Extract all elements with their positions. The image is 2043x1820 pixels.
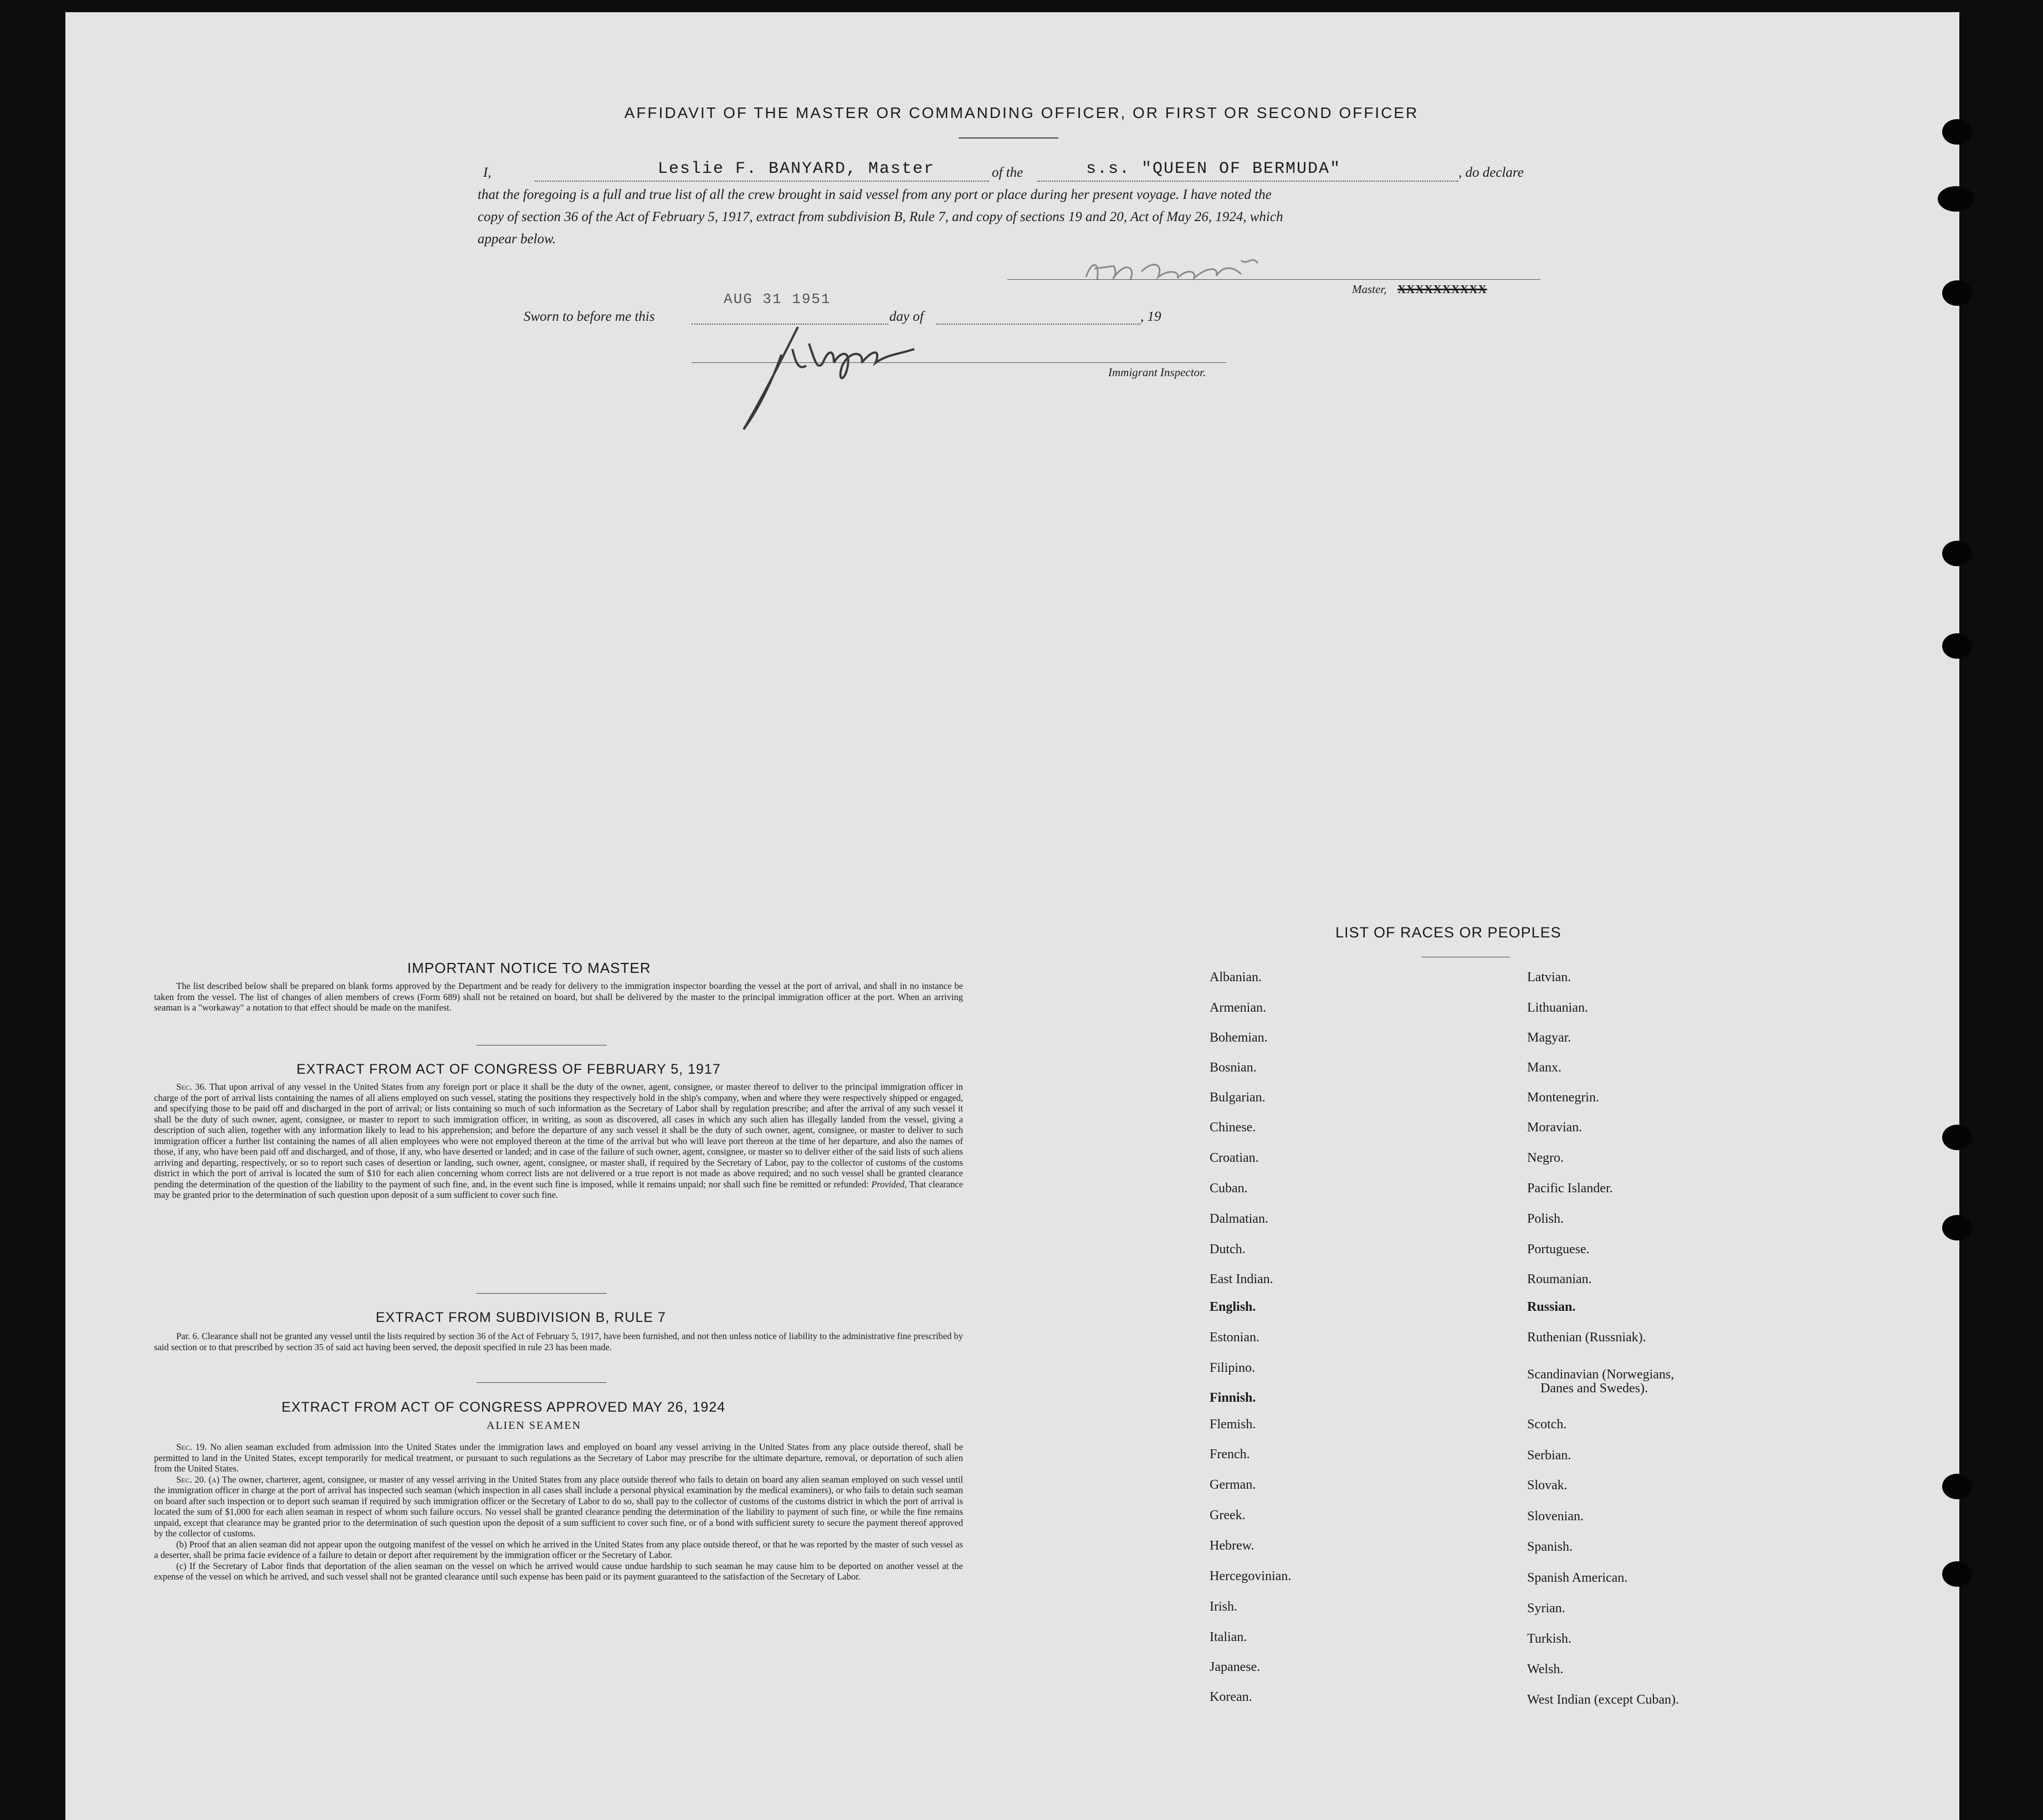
- race-right-1: Lithuanian.: [1527, 1001, 1588, 1015]
- affidavit-body-line2: copy of section 36 of the Act of February 5, 1917, extract from subdivision B, Rule 7, and copy of sections 19 and 20, Act of May 26, 1924, which: [478, 209, 1283, 224]
- race-left-23: Japanese.: [1210, 1660, 1261, 1674]
- race-right-14: Danes and Swedes).: [1540, 1381, 1648, 1396]
- master-signature: [1075, 244, 1308, 299]
- punch-hole: [1942, 541, 1972, 566]
- sec20b-text: (b) Proof that an alien seaman did not appear upon the outgoing manifest of the vessel on which he arrived in the United States from any place outside thereof, or that he was reported by the master of such vessel as a deserter, shall be prima facie evidence of a failure to detain or deport after requirement by the immigration officer or the Secretary of Labor.: [154, 1539, 963, 1560]
- punch-hole: [1942, 1561, 1972, 1587]
- extract-1924-title: EXTRACT FROM ACT OF CONGRESS APPROVED MAY 26, 1924: [281, 1399, 726, 1415]
- race-right-2: Magyar.: [1527, 1031, 1571, 1045]
- races-title: LIST OF RACES OR PEOPLES: [1335, 924, 1561, 941]
- sec36-label: Sec. 36.: [176, 1081, 207, 1092]
- race-right-12: Ruthenian (Russniak).: [1527, 1330, 1646, 1345]
- punch-hole: [1942, 119, 1972, 145]
- master-name-line: [535, 181, 989, 182]
- race-right-8: Polish.: [1527, 1212, 1564, 1226]
- proviso-text: That clearance may be granted prior to the determination of such question upon deposit of a sum sufficient to cover such fine.: [154, 1178, 964, 1200]
- extract-1917-body: [154, 1081, 963, 1201]
- punch-hole: [1942, 633, 1972, 659]
- punch-hole: [1942, 280, 1972, 306]
- master-signature-line: [1007, 279, 1540, 280]
- sec20-label: Sec. 20. (a): [176, 1474, 220, 1485]
- race-right-23: Welsh.: [1527, 1662, 1564, 1677]
- race-left-10: East Indian.: [1210, 1272, 1273, 1286]
- race-left-2: Bohemian.: [1210, 1031, 1268, 1045]
- race-right-19: Spanish.: [1527, 1540, 1573, 1554]
- inspector-signature: [731, 310, 931, 438]
- sec19-text: No alien seaman excluded from admission into the United States under the immigration laws and employed on board any vessel arriving in the United States from any place outside thereof, shall be permitted to land in the United States, except temporarily for medical treatment, or pursuant to such regulations as the Secretary of Labor may prescribe for the ultimate departure, removal, or deportation of such alien from the United States.: [154, 1442, 964, 1474]
- year-label: , 19: [1140, 309, 1161, 324]
- race-right-18: Slovenian.: [1527, 1509, 1584, 1524]
- race-left-17: German.: [1210, 1478, 1256, 1492]
- race-left-14: Finnish.: [1210, 1391, 1256, 1405]
- sec20a-text: The owner, charterer, agent, consignee, or master of any vessel arriving in the United States from any place outside thereof who fails to detain on board any alien seaman employed on such vessel until the immigration officer in charge at the port of arrival has inspected such seaman (which inspection in all cases shall include a personal physical examination by the medical examiners), or who fails to detain such seaman on board after such inspection or to deport such seaman if required by such immigration officer or the Secretary of Labor to do so, shall pay to the collector of customs of the customs district in which the port of arrival is located the sum of $1,000 for each alien seaman in respect of whom such failure occurs. No vessel shall be granted clearance pending the determination of the liability to payment of such fine, or while the fine remains unpaid, except that clearance may be granted prior to the determination of such question upon the deposit of a sum sufficient to cover such fine, or of a bond with sufficient surety to secure the payment thereof approved by the collector of customs.: [154, 1474, 963, 1539]
- race-right-5: Moravian.: [1527, 1120, 1583, 1135]
- notice-title: IMPORTANT NOTICE TO MASTER: [407, 960, 651, 976]
- race-right-13: Scandinavian (Norwegians,: [1527, 1367, 1675, 1382]
- affidavit-body-line3: appear below.: [478, 232, 556, 247]
- do-declare-label: , do declare: [1458, 165, 1524, 180]
- race-left-0: Albanian.: [1210, 970, 1262, 985]
- extract-rule7-body: Par. 6. Clearance shall not be granted any vessel until the lists required by section 36 of the Act of February 5, 1917, have been furnished, and not then unless notice of liability to the administrative fine prescribed by said section or to that prescribed by section 35 of said act having been served, the deposit specified in rule 23 has been made.: [154, 1331, 964, 1352]
- sworn-month-line: [936, 324, 1140, 325]
- day-of-label: day of: [889, 309, 924, 324]
- sec36-text: That upon arrival of any vessel in the United States from any foreign port or place it shall be the duty of the owner, agent, consignee, or master thereof to deliver to the principal immigration officer in charge of the port of arrival lists containing the names of all aliens employed on such vessel, stating the positions they respectively hold in the ship's company, when and where they were respectively shipped or engaged, and specifying those to be paid off and discharged in the port of arrival; or lists containing so much of such information as the Secretary of Labor shall by regulation prescribe; and after the arrival of any such vessel it shall be the duty of such owner, agent, consignee, or master to report to such immigration officer, in writing, as soon as discovered, all cases in which any such alien has illegally landed from the vessel, giving a description of such alien, together with any information likely to lead to his apprehension; and before the departure of any such vessel it shall be the duty of such owner, agent, consignee, or master to deliver to such immigration officer a further list containing the names of all alien employees who were not employed thereon at the time of the arrival but who will leave port thereon at the time of her departure, and also the names of those, if any, who have been paid off and discharged, and of those, if any, who have deserted or landed; and in case of the failure of such owner, agent, consignee, or master so to deliver either of the said lists of such aliens arriving and departing, respectively, or so to report such cases of desertion or landing, such owner, agent, consignee, or master shall, if required by the Secretary of Labor, pay to the collector of customs of the customs district in which the port of arrival is located the sum of $10 for each alien concerning whom correct lists are not delivered or a true report is not made as above required; and no such vessel shall be granted clearance pending the determination of the question of the liability to the payment of such fine, and, in the event such fine is imposed, while it remains unpaid; nor shall such fine be remitted or refunded:: [154, 1081, 963, 1190]
- date-stamp: AUG 31 1951: [724, 291, 831, 307]
- proviso-label: Provided,: [871, 1178, 907, 1190]
- affidavit-title: AFFIDAVIT OF THE MASTER OR COMMANDING OFFICER, OR FIRST OR SECOND OFFICER: [624, 104, 1419, 121]
- race-left-24: Korean.: [1210, 1690, 1252, 1704]
- of-the-label: of the: [992, 165, 1023, 180]
- race-left-18: Greek.: [1210, 1508, 1246, 1522]
- sworn-label: Sworn to before me this: [524, 309, 655, 324]
- race-left-9: Dutch.: [1210, 1242, 1246, 1257]
- struck-title-text: XXXXXXXXXX: [1397, 283, 1487, 296]
- vessel-name-line: [1037, 181, 1458, 182]
- race-right-4: Montenegrin.: [1527, 1090, 1599, 1105]
- notice-body: The list described below shall be prepared on blank forms approved by the Department and be ready for delivery to the immigration inspector boarding the vessel at the port of arrival, and shall in no instance be taken from the vessel. The list of changes of alien members of crews (Form 689) shall not be retained on board, but shall be delivered by the master to the principal immigration officer at the port. When an arriving seaman is a "workaway" a notation to that effect should be made on the manifest.: [154, 981, 963, 1013]
- punch-hole: [1942, 1474, 1972, 1499]
- alien-seamen-subtitle: ALIEN SEAMEN: [487, 1419, 582, 1432]
- punch-hole: [1938, 186, 1974, 212]
- race-left-22: Italian.: [1210, 1630, 1247, 1644]
- race-right-22: Turkish.: [1527, 1632, 1571, 1646]
- affidavit-i-label: I,: [483, 165, 491, 180]
- divider: [959, 137, 1058, 139]
- race-right-3: Manx.: [1527, 1060, 1561, 1075]
- extract-1917-title: EXTRACT FROM ACT OF CONGRESS OF FEBRUARY 5, 1917: [296, 1062, 721, 1077]
- race-left-21: Irish.: [1210, 1599, 1237, 1614]
- extract-1924-body: [154, 1442, 963, 1582]
- race-right-17: Slovak.: [1527, 1478, 1568, 1493]
- master-label: Master,: [1352, 283, 1387, 296]
- race-right-20: Spanish American.: [1527, 1571, 1628, 1585]
- race-right-9: Portuguese.: [1527, 1242, 1590, 1257]
- race-left-11: English.: [1210, 1300, 1256, 1314]
- inspector-signature-line: [692, 362, 1226, 363]
- race-right-24: West Indian (except Cuban).: [1527, 1693, 1679, 1707]
- race-right-7: Pacific Islander.: [1527, 1181, 1613, 1196]
- master-name-value: Leslie F. BANYARD, Master: [658, 160, 935, 178]
- race-left-15: Flemish.: [1210, 1417, 1256, 1432]
- extract-rule7-title: EXTRACT FROM SUBDIVISION B, RULE 7: [376, 1310, 666, 1325]
- race-left-5: Chinese.: [1210, 1120, 1256, 1135]
- race-left-12: Estonian.: [1210, 1330, 1259, 1345]
- inspector-label: Immigrant Inspector.: [1108, 366, 1206, 379]
- race-right-11: Russian.: [1527, 1300, 1576, 1314]
- race-left-16: French.: [1210, 1447, 1250, 1462]
- affidavit-body-line1: that the foregoing is a full and true list of all the crew brought in said vessel from any port or place during her present voyage. I have noted the: [478, 187, 1272, 202]
- race-left-7: Cuban.: [1210, 1181, 1248, 1196]
- race-right-6: Negro.: [1527, 1151, 1564, 1165]
- race-left-19: Hebrew.: [1210, 1539, 1255, 1553]
- race-right-0: Latvian.: [1527, 970, 1571, 985]
- race-left-20: Hercegovinian.: [1210, 1569, 1292, 1583]
- punch-hole: [1942, 1215, 1972, 1240]
- vessel-name-value: s.s. "QUEEN OF BERMUDA": [1086, 160, 1341, 178]
- race-left-1: Armenian.: [1210, 1001, 1266, 1015]
- race-left-8: Dalmatian.: [1210, 1212, 1268, 1226]
- race-left-6: Croatian.: [1210, 1151, 1259, 1165]
- sec20c-text: (c) If the Secretary of Labor finds that deportation of the alien seaman on the vessel on which he arrived would cause undue hardship to such seaman he may cause him to be deported on another vessel at the expense of the vessel on which he arrived, and such vessel shall not be granted clearance until such expense has been paid or its payment guaranteed to the satisfaction of the Secretary of Labor.: [154, 1560, 963, 1582]
- race-left-13: Filipino.: [1210, 1361, 1256, 1375]
- punch-hole: [1942, 1125, 1972, 1150]
- sec19-label: Sec. 19.: [176, 1442, 207, 1452]
- race-right-16: Serbian.: [1527, 1448, 1571, 1463]
- race-right-21: Syrian.: [1527, 1601, 1565, 1616]
- divider: [477, 1293, 607, 1294]
- race-right-10: Roumanian.: [1527, 1272, 1592, 1286]
- race-left-4: Bulgarian.: [1210, 1090, 1266, 1105]
- race-left-3: Bosnian.: [1210, 1060, 1257, 1075]
- divider: [477, 1382, 607, 1383]
- race-right-15: Scotch.: [1527, 1417, 1567, 1432]
